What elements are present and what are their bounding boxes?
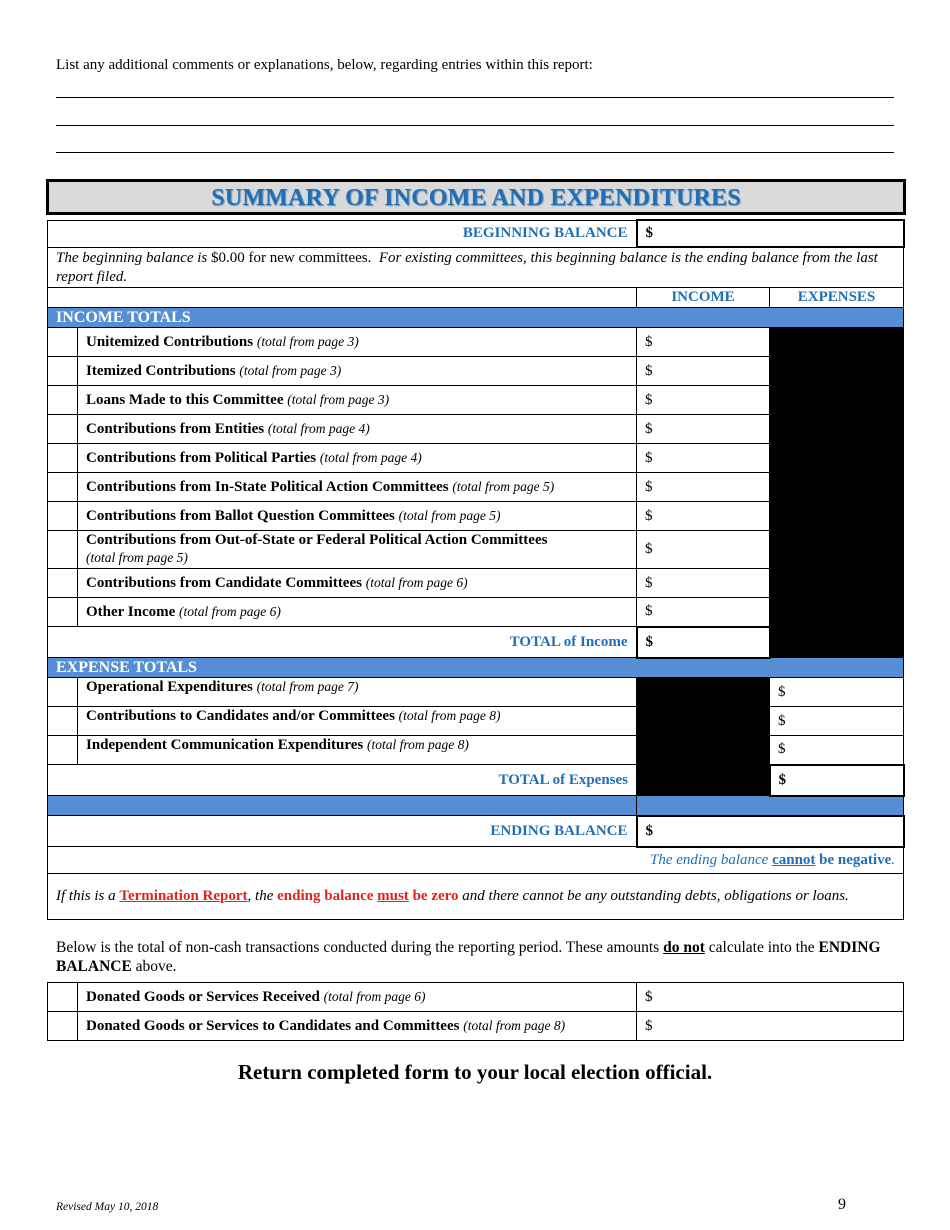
noncash-explanation: Below is the total of non-cash transactions conducted during the reporting period. These amounts do not calculate into the ENDING BALANCE above.: [56, 939, 881, 975]
blacked-out-cell: [770, 531, 904, 569]
expense-amount-field[interactable]: $: [770, 736, 904, 765]
summary-title: SUMMARY OF INCOME AND EXPENDITURES: [211, 185, 741, 211]
income-totals-header: INCOME TOTALS: [48, 308, 904, 328]
income-row: [48, 386, 904, 415]
comments-instruction: List any additional comments or explanations, below, regarding entries within this report:: [56, 57, 593, 73]
expense-row: [48, 678, 904, 707]
income-row: [48, 598, 904, 627]
expense-row: [48, 736, 904, 765]
income-row-label: Contributions from Political Parties (total from page 4): [78, 444, 637, 473]
expense-totals-header: EXPENSE TOTALS: [48, 658, 904, 678]
expense-amount-field[interactable]: $: [770, 707, 904, 736]
income-amount-field[interactable]: $: [637, 386, 770, 415]
expense-row: [48, 707, 904, 736]
blacked-out-cell: [770, 473, 904, 502]
expense-totals-header-row: [48, 658, 904, 678]
beginning-balance-dollar: $: [645, 225, 653, 241]
income-amount-field[interactable]: $: [637, 502, 770, 531]
termination-note: If this is a Termination Report, the ending balance must be zero and there cannot be any outstanding debts, obligations or loans.: [48, 874, 904, 920]
expense-amount-field[interactable]: $: [770, 678, 904, 707]
return-instruction: Return completed form to your local election official.: [237, 1060, 713, 1084]
beginning-balance-note: The beginning balance is $0.00 for new committees. For existing committees, this beginning balance is the ending balance from the last report filed.: [48, 247, 904, 288]
blacked-out-cell: [770, 386, 904, 415]
income-row: [48, 444, 904, 473]
summary-table: [47, 219, 905, 920]
income-row: [48, 569, 904, 598]
blacked-out-cell: [770, 415, 904, 444]
beginning-balance-row: [48, 220, 904, 247]
total-expenses-field[interactable]: $: [770, 765, 904, 796]
termination-note-row: [48, 874, 904, 920]
ending-balance-note: The ending balance cannot be negative.: [48, 847, 904, 874]
income-row-label: Other Income (total from page 6): [78, 598, 637, 627]
income-row-label: Itemized Contributions (total from page 3): [78, 357, 637, 386]
income-amount-field[interactable]: $: [637, 357, 770, 386]
blacked-out-cell: [770, 502, 904, 531]
total-expenses-row: [48, 765, 904, 796]
expense-row-label: Independent Communication Expenditures (total from page 8): [78, 736, 637, 765]
income-amount-field[interactable]: $: [637, 569, 770, 598]
income-row-label: Contributions from Entities (total from page 4): [78, 415, 637, 444]
summary-title-bar: [46, 179, 906, 215]
comment-line-1[interactable]: [56, 97, 894, 98]
income-amount-field[interactable]: $: [637, 328, 770, 357]
income-row: [48, 502, 904, 531]
expense-row-label: Operational Expenditures (total from page 7): [78, 678, 637, 707]
income-row: [48, 328, 904, 357]
blacked-out-cell: [637, 707, 770, 736]
beginning-balance-note-row: [48, 247, 904, 288]
blacked-out-cell: [770, 598, 904, 627]
comment-line-3[interactable]: [56, 152, 894, 153]
total-income-row: [48, 627, 904, 658]
total-expenses-label: TOTAL of Expenses: [48, 765, 637, 796]
total-income-label: TOTAL of Income: [48, 627, 637, 658]
income-amount-field[interactable]: $: [637, 531, 770, 569]
column-header-row: [48, 288, 904, 308]
blue-spacer-row: [48, 796, 904, 816]
blacked-out-cell: [770, 357, 904, 386]
income-row: [48, 415, 904, 444]
income-row-label: Contributions from Out-of-State or Federal Political Action Committees (total from page 5): [78, 531, 637, 569]
income-column-header: INCOME: [637, 288, 770, 308]
expense-row-label: Contributions to Candidates and/or Committees (total from page 8): [78, 707, 637, 736]
blacked-out-cell: [637, 736, 770, 765]
income-row-label: Contributions from Candidate Committees (total from page 6): [78, 569, 637, 598]
income-row-label: Contributions from Ballot Question Committees (total from page 5): [78, 502, 637, 531]
income-row: [48, 473, 904, 502]
blacked-out-cell: [770, 569, 904, 598]
noncash-row: [48, 983, 904, 1012]
income-amount-field[interactable]: $: [637, 415, 770, 444]
income-totals-header-row: [48, 308, 904, 328]
noncash-table: [47, 982, 904, 1041]
comment-line-2[interactable]: [56, 125, 894, 126]
ending-balance-row: [48, 816, 904, 847]
expenses-column-header: EXPENSES: [770, 288, 904, 308]
blacked-out-cell: [770, 627, 904, 658]
noncash-amount-field[interactable]: $: [637, 983, 904, 1012]
noncash-row-label: Donated Goods or Services to Candidates and Committees (total from page 8): [78, 1012, 637, 1041]
beginning-balance-label: BEGINNING BALANCE: [48, 220, 637, 247]
blacked-out-cell: [637, 678, 770, 707]
page-number: 9: [838, 1196, 846, 1213]
termination-report-link[interactable]: Termination Report: [119, 888, 248, 904]
total-income-field[interactable]: $: [637, 627, 770, 658]
income-row: [48, 531, 904, 569]
blacked-out-cell: [770, 328, 904, 357]
blacked-out-cell: [637, 765, 770, 796]
income-row-label: Loans Made to this Committee (total from page 3): [78, 386, 637, 415]
income-row-label: Contributions from In-State Political Action Committees (total from page 5): [78, 473, 637, 502]
beginning-balance-field[interactable]: [637, 220, 904, 247]
income-amount-field[interactable]: $: [637, 444, 770, 473]
noncash-amount-field[interactable]: $: [637, 1012, 904, 1041]
income-row: [48, 357, 904, 386]
noncash-row-label: Donated Goods or Services Received (total from page 6): [78, 983, 637, 1012]
ending-balance-note-row: [48, 847, 904, 874]
revision-date: Revised May 10, 2018: [56, 1201, 159, 1213]
ending-balance-field[interactable]: $: [637, 816, 904, 847]
ending-balance-label: ENDING BALANCE: [48, 816, 637, 847]
blacked-out-cell: [770, 444, 904, 473]
income-amount-field[interactable]: $: [637, 598, 770, 627]
income-row-label: Unitemized Contributions (total from page 3): [78, 328, 637, 357]
noncash-row: [48, 1012, 904, 1041]
income-amount-field[interactable]: $: [637, 473, 770, 502]
